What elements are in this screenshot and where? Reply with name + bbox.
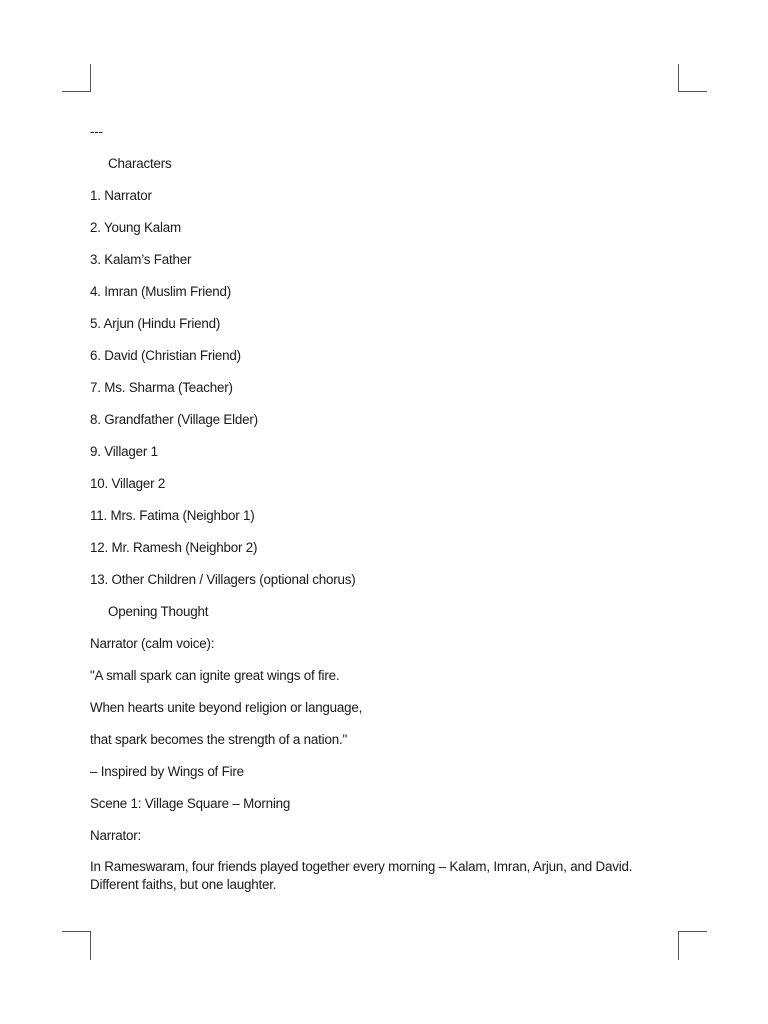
character-item: 1. Narrator	[90, 188, 152, 203]
document-body	[90, 122, 650, 894]
crop-mark-top-right	[678, 64, 707, 92]
quote-line: that spark becomes the strength of a nation."	[90, 732, 348, 747]
character-item: 5. Arjun (Hindu Friend)	[90, 316, 221, 331]
crop-mark-top-left	[62, 64, 91, 92]
character-item: 12. Mr. Ramesh (Neighbor 2)	[90, 540, 258, 555]
character-item: 2. Young Kalam	[90, 220, 182, 235]
separator: ---	[90, 124, 103, 139]
character-item: 3. Kalam’s Father	[90, 252, 192, 267]
character-item: 7. Ms. Sharma (Teacher)	[90, 380, 233, 395]
character-item: 10. Villager 2	[90, 476, 166, 491]
scene-1-heading: Scene 1: Village Square – Morning	[90, 796, 291, 811]
character-item: 4. Imran (Muslim Friend)	[90, 284, 232, 299]
character-item: 13. Other Children / Villagers (optional chorus)	[90, 572, 356, 587]
narrator-label: Narrator:	[90, 828, 142, 843]
character-item: 11. Mrs. Fatima (Neighbor 1)	[90, 508, 255, 523]
character-item: 6. David (Christian Friend)	[90, 348, 241, 363]
characters-list	[90, 186, 650, 602]
crop-mark-bottom-right	[678, 931, 707, 960]
character-item: 9. Villager 1	[90, 444, 158, 459]
quote-line: When hearts unite beyond religion or language,	[90, 700, 363, 715]
quote-line: "A small spark can ignite great wings of fire.	[90, 668, 340, 683]
characters-heading: Characters	[108, 156, 172, 171]
scene-1-paragraph: In Rameswaram, four friends played together every morning – Kalam, Imran, Arjun, and David. Different faiths, but one laughter.	[90, 859, 633, 892]
crop-mark-bottom-left	[62, 931, 91, 960]
opening-thought-heading: Opening Thought	[108, 604, 209, 619]
inspired-by: – Inspired by Wings of Fire	[90, 764, 244, 779]
narrator-calm-label: Narrator (calm voice):	[90, 636, 215, 651]
character-item: 8. Grandfather (Village Elder)	[90, 412, 258, 427]
